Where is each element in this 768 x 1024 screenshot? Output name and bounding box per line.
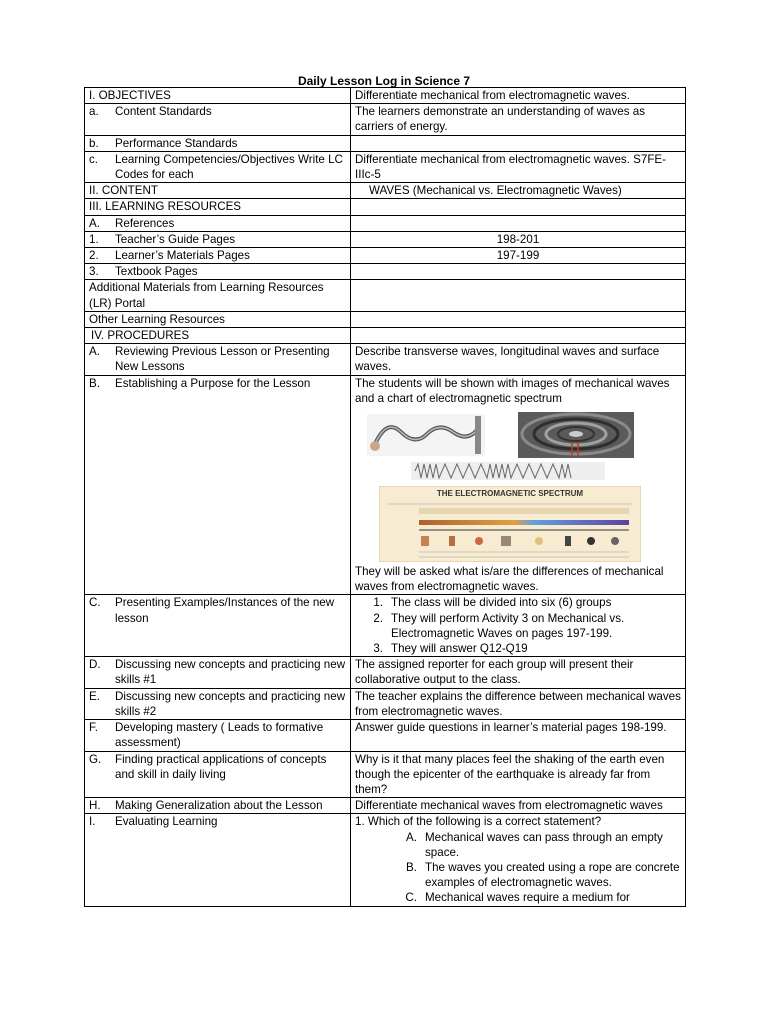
list-item: A. Mechanical waves can pass through an empty space.	[406, 830, 663, 859]
learners-materials-value: 197-199	[351, 248, 686, 264]
content-standards-label: Content Standards	[115, 105, 212, 119]
presenting-label: Presenting Examples/Instances of the new lesson	[115, 596, 335, 625]
references-label: References	[115, 216, 175, 230]
textbook-value	[351, 264, 686, 280]
slinky-wave-image	[411, 462, 605, 480]
discussing-1-label: Discussing new concepts and practicing new skills #1	[115, 658, 346, 687]
performance-standards-marker: b.	[89, 136, 99, 150]
procedures-label: IV. PROCEDURES	[85, 328, 351, 344]
discussing-2-value: The teacher explains the difference between mechanical waves from electromagnetic waves.	[351, 688, 686, 719]
resources-label: III. LEARNING RESOURCES	[85, 199, 351, 215]
other-resources-value	[351, 311, 686, 327]
content-standards-marker: a.	[89, 105, 99, 119]
row-mastery	[85, 720, 686, 751]
row-reviewing	[85, 344, 686, 375]
performance-standards-value	[351, 135, 686, 151]
row-presenting	[85, 595, 686, 657]
electromagnetic-spectrum-image	[379, 486, 641, 562]
row-performance-standards	[85, 135, 686, 151]
applications-value: Why is it that many places feel the shaking of the earth even though the epicenter of the earthquake is already far from them?	[351, 751, 686, 798]
row-objectives	[85, 88, 686, 104]
purpose-label: Establishing a Purpose for the Lesson	[115, 376, 311, 390]
discussing-2-marker: E.	[89, 689, 100, 703]
mastery-value: Answer guide questions in learner’s material pages 198-199.	[351, 720, 686, 751]
row-purpose	[85, 375, 686, 595]
list-item: B. The waves you created using a rope are concrete examples of electromagnetic waves.	[406, 860, 680, 890]
competencies-label: Learning Competencies/Objectives Write LC Codes for each	[115, 152, 343, 182]
objectives-value: Differentiate mechanical from electromagnetic waves.	[351, 88, 686, 104]
row-generalization	[85, 798, 686, 814]
row-content-standards	[85, 104, 686, 135]
textbook-marker: 3.	[89, 265, 99, 279]
row-references	[85, 215, 686, 231]
reviewing-marker: A.	[89, 345, 100, 359]
rope-wave-image	[367, 414, 485, 456]
evaluating-label: Evaluating Learning	[115, 815, 218, 829]
row-additional	[85, 280, 686, 311]
row-learners-materials	[85, 248, 686, 264]
applications-marker: G.	[89, 752, 102, 766]
generalization-label: Making Generalization about the Lesson	[115, 799, 323, 813]
learners-materials-marker: 2.	[89, 249, 99, 263]
objectives-label: I. OBJECTIVES	[85, 88, 351, 104]
references-marker: A.	[89, 216, 100, 230]
row-textbook	[85, 264, 686, 280]
other-resources-label: Other Learning Resources	[85, 311, 351, 327]
mastery-marker: F.	[89, 721, 99, 735]
spectrum-title: THE ELECTROMAGNETIC SPECTRUM	[436, 489, 584, 499]
purpose-marker: B.	[89, 376, 100, 390]
row-other-resources	[85, 311, 686, 327]
row-applications	[85, 751, 686, 798]
evaluating-marker: I.	[89, 815, 96, 829]
mastery-label: Developing mastery ( Leads to formative assessment)	[115, 721, 324, 750]
teachers-guide-value: 198-201	[351, 231, 686, 247]
additional-value	[351, 280, 686, 311]
presenting-marker: C.	[89, 596, 101, 610]
list-item: 2. They will perform Activity 3 on Mechanical vs. Electromagnetic Waves on pages 197-199.	[373, 611, 625, 640]
purpose-value-after: They will be asked what is/are the differences of mechanical waves from electromagnetic waves.	[355, 565, 664, 594]
list-item: 1. The class will be divided into six (6) groups	[373, 596, 612, 610]
reviewing-label: Reviewing Previous Lesson or Presenting New Lessons	[115, 345, 330, 374]
row-procedures	[85, 328, 686, 344]
evaluating-question: 1. Which of the following is a correct statement?	[355, 815, 602, 829]
performance-standards-label: Performance Standards	[115, 136, 238, 150]
lesson-log-table	[84, 87, 686, 907]
competencies-marker: c.	[89, 152, 99, 166]
generalization-marker: H.	[89, 799, 101, 813]
content-value: WAVES (Mechanical vs. Electromagnetic Waves)	[351, 183, 686, 199]
discussing-2-label: Discussing new concepts and practicing new skills #2	[115, 689, 346, 718]
competencies-value: Differentiate mechanical from electromagnetic waves. S7FE-IIIc-5	[351, 151, 686, 182]
textbook-label: Textbook Pages	[115, 265, 198, 279]
generalization-value: Differentiate mechanical waves from electromagnetic waves	[351, 798, 686, 814]
discussing-1-value: The assigned reporter for each group will present their collaborative output to the class.	[351, 657, 686, 688]
row-evaluating	[85, 814, 686, 906]
document-title: Daily Lesson Log in Science 7	[297, 74, 471, 88]
row-discussing-2	[85, 688, 686, 719]
list-item: C. Mechanical waves require a medium for	[405, 891, 630, 905]
reviewing-value: Describe transverse waves, longitudinal waves and surface waves.	[351, 344, 686, 375]
discussing-1-marker: D.	[89, 658, 101, 672]
content-standards-value: The learners demonstrate an understanding of waves as carriers of energy.	[351, 104, 686, 135]
teachers-guide-label: Teacher’s Guide Pages	[115, 232, 236, 246]
wave-images	[355, 406, 681, 564]
learners-materials-label: Learner’s Materials Pages	[115, 249, 250, 263]
row-resources	[85, 199, 686, 215]
teachers-guide-marker: 1.	[89, 232, 99, 246]
row-teachers-guide	[85, 231, 686, 247]
row-discussing-1	[85, 657, 686, 688]
additional-label: Additional Materials from Learning Resources (LR) Portal	[85, 280, 351, 311]
content-label: II. CONTENT	[85, 183, 351, 199]
applications-label: Finding practical applications of concepts and skill in daily living	[115, 752, 327, 781]
list-item: 3. They will answer Q12-Q19	[373, 642, 528, 656]
row-competencies	[85, 151, 686, 182]
row-content	[85, 183, 686, 199]
water-ripple-image	[518, 412, 634, 458]
purpose-value: The students will be shown with images of mechanical waves and a chart of electromagnetic spectrum	[355, 376, 670, 405]
